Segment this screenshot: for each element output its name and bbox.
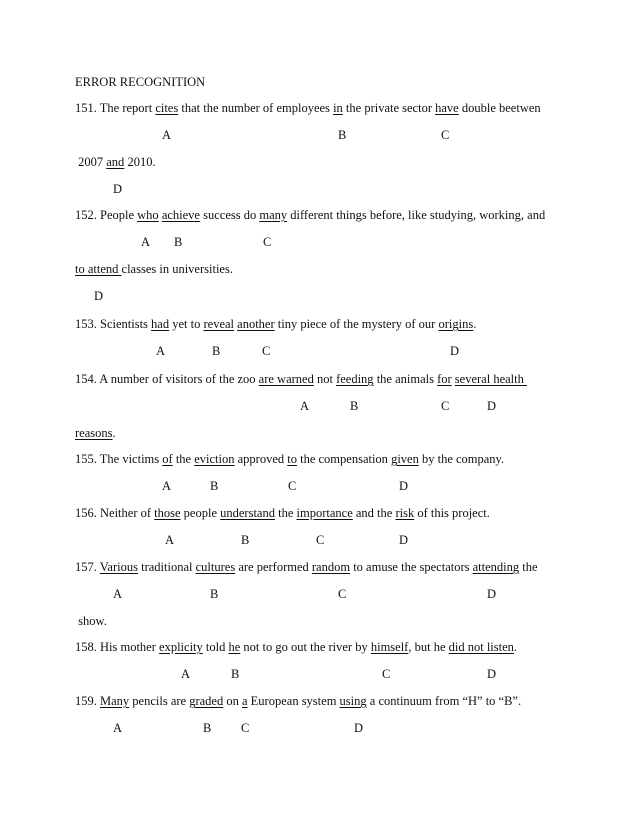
question-152-line-2 [75,263,233,276]
sentence-text: different things before, like studying, working, and [287,208,546,222]
option-letter-c: C [382,667,391,681]
sentence-text: the compensation [296,452,392,466]
option-letter-c: C [316,533,325,547]
underlined-option: eviction [194,452,235,466]
sentence-text: people [180,506,221,520]
option-letter-c: C [241,721,250,735]
question-154-line-2 [75,427,116,440]
sentence-text: the [172,452,195,466]
underlined-option: origins [438,317,474,331]
sentence-text: the animals [373,372,438,386]
option-letter-c: C [338,587,347,601]
sentence-text: double beetwen [458,101,541,115]
option-letter-a: A [162,128,172,142]
option-letter-a: A [165,533,175,547]
option-letter-c: C [441,128,450,142]
option-letter-d: D [450,344,460,358]
underlined-option: Various [99,560,138,574]
sentence-text: 154. A number of visitors of the zoo [75,372,259,386]
option-letter-d: D [354,721,364,735]
underlined-option: feeding [336,372,374,386]
question-157-line-2 [75,615,107,628]
underlined-option: several health [454,372,527,386]
sentence-text: 2007 [75,155,107,169]
underlined-option: to [287,452,297,466]
option-letter-a: A [162,479,172,493]
sentence-text: 158. His mother [75,640,160,654]
sentence-text: 151. The report [75,101,156,115]
question-151-line-1 [75,102,541,115]
option-letter-a: A [300,399,310,413]
sentence-text: that the number of employees [178,101,334,115]
question-159-line-1 [75,695,521,708]
sentence-text: to amuse the spectators [350,560,473,574]
sentence-text: . [112,426,116,440]
question-155-line-1 [75,453,504,466]
underlined-option: attending [472,560,520,574]
option-letter-a: A [181,667,191,681]
underlined-option: cultures [195,560,236,574]
sentence-text: traditional [137,560,196,574]
option-letter-b: B [338,128,347,142]
option-letter-b: B [203,721,212,735]
underlined-option: given [391,452,419,466]
option-letter-a: A [141,235,151,249]
question-152-line-1 [75,209,545,222]
sentence-text: told [202,640,229,654]
underlined-option: and [106,155,125,169]
underlined-option: using [339,694,367,708]
option-letter-c: C [288,479,297,493]
underlined-option: to attend [75,262,122,276]
option-letter-b: B [350,399,359,413]
question-158-line-1 [75,641,517,654]
option-letter-d: D [487,667,497,681]
underlined-option: cites [155,101,179,115]
sentence-text: , but he [408,640,449,654]
sentence-text: on [223,694,242,708]
sentence-text: the [519,560,538,574]
sentence-text: 157. [75,560,100,574]
sentence-text: the private sector [342,101,436,115]
option-letter-d: D [399,533,409,547]
sentence-text: yet to [169,317,204,331]
underlined-option: himself [370,640,409,654]
option-letter-b: B [210,587,219,601]
option-letter-d: D [94,289,104,303]
underlined-option: of [162,452,173,466]
option-letter-a: A [113,721,123,735]
underlined-option: in [333,101,343,115]
underlined-option: explicity [159,640,203,654]
option-letter-b: B [212,344,221,358]
underlined-option: graded [189,694,224,708]
underlined-option: achieve [161,208,200,222]
question-154-line-1 [75,373,527,386]
option-letter-b: B [210,479,219,493]
sentence-text: 2010. [124,155,156,169]
option-letter-c: C [263,235,272,249]
sentence-text: 155. The victims [75,452,163,466]
sentence-text: approved [234,452,288,466]
sentence-text: . [513,640,518,654]
sentence-text: not [313,372,337,386]
underlined-option: importance [296,506,353,520]
underlined-option: for [437,372,452,386]
sentence-text: the [274,506,297,520]
underlined-option: reasons [75,426,113,440]
sentence-text: classes in universities. [121,262,233,276]
question-153-line-1 [75,318,476,331]
question-157-line-1 [75,561,538,574]
option-letter-c: C [262,344,271,358]
option-letter-d: D [113,182,123,196]
underlined-option: he [228,640,241,654]
sentence-text: 159. [75,694,100,708]
sentence-text: by the company. [418,452,505,466]
option-letter-b: B [231,667,240,681]
underlined-option: who [137,208,159,222]
underlined-option: risk [395,506,415,520]
question-156-line-1 [75,507,490,520]
option-letter-d: D [487,399,497,413]
sentence-text: European system [247,694,340,708]
sentence-text: 153. Scientists [75,317,152,331]
underlined-option: reveal [203,317,235,331]
sentence-text: tiny piece of the mystery of our [274,317,439,331]
underlined-option: Many [100,694,130,708]
option-letter-c: C [441,399,450,413]
underlined-option: understand [220,506,275,520]
sentence-text: success do [199,208,260,222]
underlined-option: a [241,694,248,708]
sentence-text: show. [75,614,107,628]
sentence-text: not to go out the river by [240,640,371,654]
sentence-text: a continuum from “H” to “B”. [366,694,522,708]
option-letter-a: A [113,587,123,601]
underlined-option: have [435,101,459,115]
sentence-text: 156. Neither of [75,506,155,520]
question-151-line-2 [75,156,156,169]
sentence-text: pencils are [129,694,190,708]
sentence-text: . [473,317,477,331]
heading: ERROR RECOGNITION [75,75,206,89]
underlined-option: are warned [258,372,314,386]
sentence-text: of this project. [414,506,490,520]
sentence-text: are performed [235,560,312,574]
sentence-text: and the [352,506,396,520]
option-letter-d: D [399,479,409,493]
underlined-option: did not listen [448,640,514,654]
underlined-option: had [151,317,170,331]
underlined-option: another [237,317,275,331]
underlined-option: those [154,506,181,520]
underlined-option: many [259,208,288,222]
underlined-option: random [311,560,351,574]
option-letter-b: B [241,533,250,547]
option-letter-a: A [156,344,166,358]
sentence-text: 152. People [75,208,138,222]
option-letter-b: B [174,235,183,249]
option-letter-d: D [487,587,497,601]
